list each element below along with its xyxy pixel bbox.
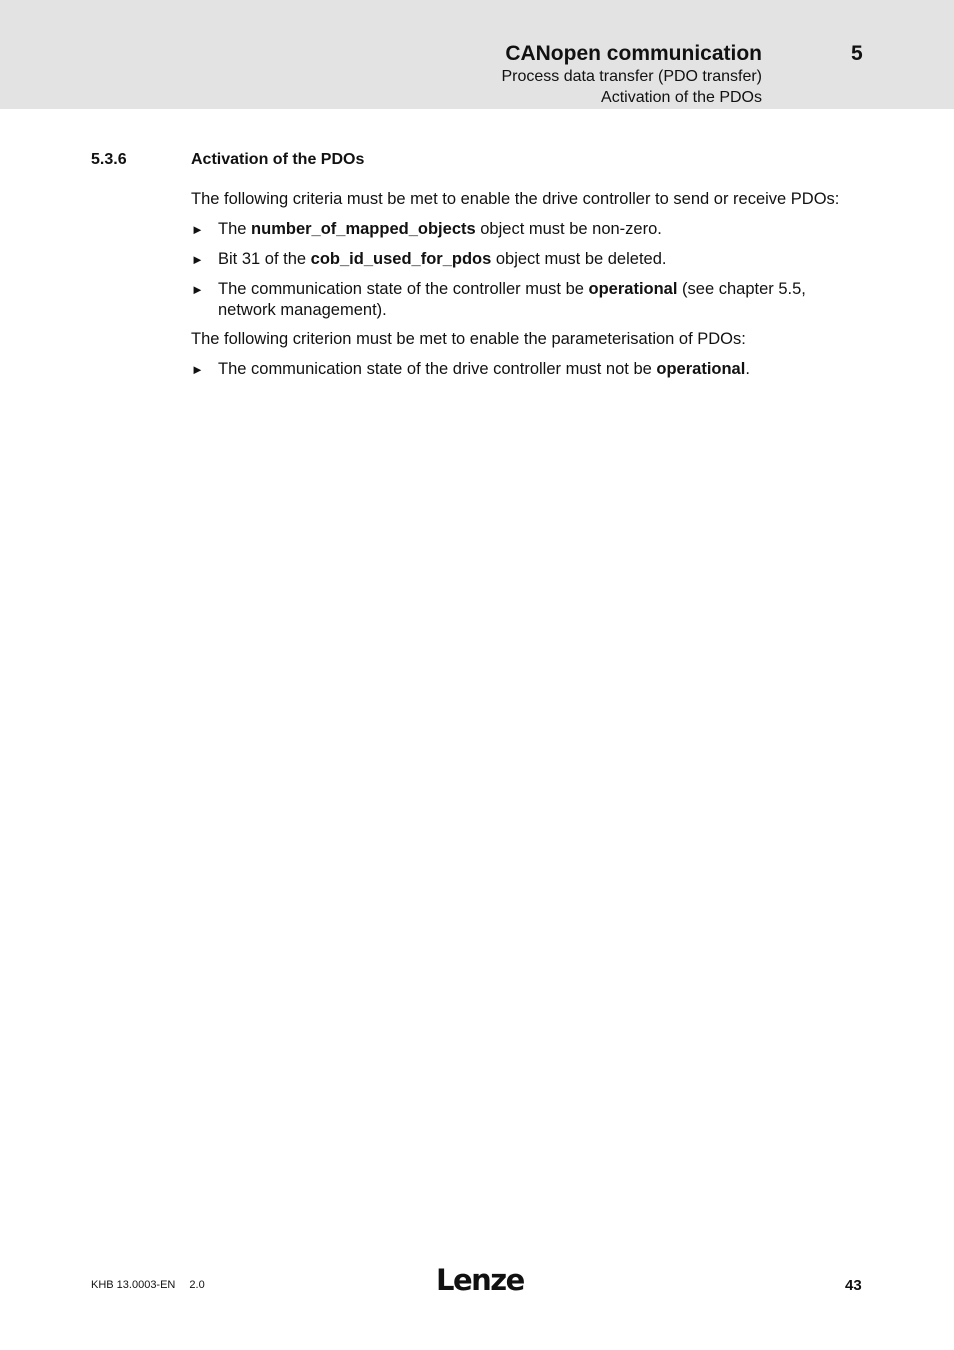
bullet-text: The communication state of the drive controller must not be operational. <box>218 360 750 378</box>
chapter-number: 5 <box>851 42 863 65</box>
bullet-text: The communication state of the controller must be operational (see chapter 5.5, network management). <box>218 280 806 319</box>
doc-version: 2.0 <box>189 1279 205 1291</box>
bullet-arrow-icon: ► <box>191 252 204 267</box>
bullet-item-1 <box>191 219 851 240</box>
bullet-item-2 <box>191 249 851 270</box>
header-subtitle-2: Activation of the PDOs <box>601 89 762 106</box>
header-band <box>0 0 954 109</box>
bullet-arrow-icon: ► <box>191 222 204 237</box>
section-number: 5.3.6 <box>91 151 127 168</box>
doc-id: KHB 13.0003-EN <box>91 1279 176 1291</box>
bullet-item-3 <box>191 279 841 321</box>
bullet-text: Bit 31 of the cob_id_used_for_pdos object must be deleted. <box>218 250 667 268</box>
bullet-arrow-icon: ► <box>191 282 204 297</box>
footer-document-id <box>91 1279 205 1291</box>
bullet-text: The number_of_mapped_objects object must be non-zero. <box>218 220 662 238</box>
section-title: Activation of the PDOs <box>191 151 365 168</box>
chapter-title: CANopen communication <box>505 42 762 65</box>
page-number: 43 <box>845 1277 862 1294</box>
bullet-arrow-icon: ► <box>191 362 204 377</box>
header-subtitle-1: Process data transfer (PDO transfer) <box>501 68 762 85</box>
intro-paragraph-2: The following criterion must be met to enable the parameterisation of PDOs: <box>191 330 746 348</box>
intro-paragraph-1: The following criteria must be met to enable the drive controller to send or receive PDOs: <box>191 190 840 208</box>
bullet-item-4 <box>191 359 851 380</box>
lenze-logo: Lenze <box>436 1263 524 1297</box>
